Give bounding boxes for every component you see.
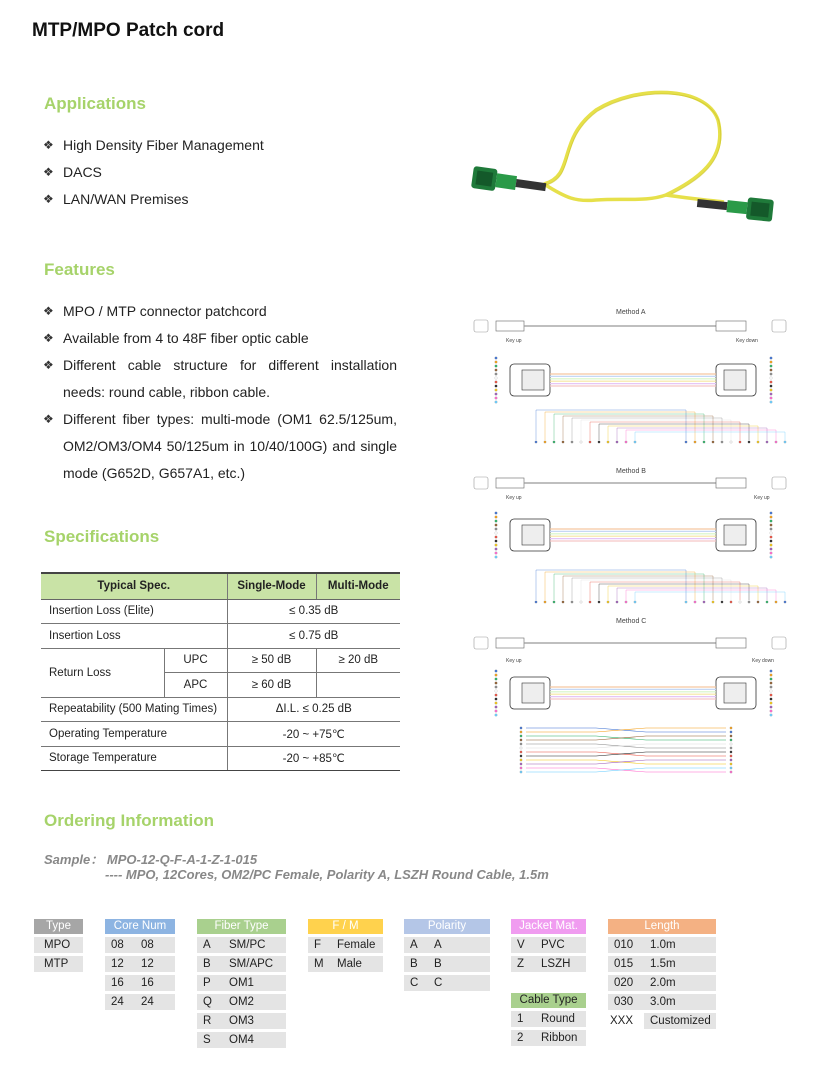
applications-list xyxy=(41,132,401,213)
fiber-dot xyxy=(685,601,687,603)
fiber-dot xyxy=(694,441,696,443)
bullet-diamond-icon: ❖ xyxy=(43,165,54,179)
order-group-header: Cable Type xyxy=(511,993,586,1008)
fiber-dot xyxy=(770,528,773,531)
connector-face xyxy=(724,525,746,545)
bullet-diamond-icon: ❖ xyxy=(43,138,54,152)
table-row xyxy=(41,648,400,673)
fiber-dot xyxy=(730,739,732,741)
fiber-dot xyxy=(607,441,609,443)
fiber-dot xyxy=(616,601,618,603)
fiber-dot xyxy=(770,710,773,713)
bullet-diamond-icon: ❖ xyxy=(43,304,54,318)
order-row: 020 2.0m xyxy=(608,975,716,991)
fiber-dot xyxy=(730,743,732,745)
bullet-diamond-icon: ❖ xyxy=(43,331,54,345)
fiber-dot xyxy=(495,532,498,535)
fiber-dot xyxy=(770,674,773,677)
fiber-dot xyxy=(598,441,600,443)
header-typical-spec: Typical Spec. xyxy=(41,573,227,599)
fiber-dot xyxy=(495,361,498,364)
fiber-dot xyxy=(598,601,600,603)
fiber-dot xyxy=(770,552,773,555)
patch-cord-image xyxy=(466,80,786,240)
fiber-dot xyxy=(495,678,498,681)
fiber-dot xyxy=(770,678,773,681)
fiber-dot xyxy=(495,706,498,709)
ordering-heading: Ordering Information xyxy=(44,811,214,830)
fiber-dot xyxy=(770,706,773,709)
order-group-header: Fiber Type xyxy=(197,919,286,934)
fiber-dot xyxy=(739,601,741,603)
fiber-dot xyxy=(495,536,498,539)
fiber-dot xyxy=(553,601,555,603)
fiber-dot xyxy=(495,524,498,527)
fiber-dot xyxy=(784,441,786,443)
spec-value: ≥ 50 dB xyxy=(227,648,316,673)
connector xyxy=(716,321,746,331)
order-row: A A xyxy=(404,937,490,953)
fiber-dot xyxy=(770,361,773,364)
page-title: MTP/MPO Patch cord xyxy=(32,20,225,41)
fiber-dot xyxy=(730,771,732,773)
specifications-heading: Specifications xyxy=(44,527,160,546)
fiber-dot xyxy=(495,357,498,360)
order-row: C C xyxy=(404,975,490,991)
order-row: 2 Ribbon xyxy=(511,1030,586,1046)
fiber-path xyxy=(526,768,726,772)
fiber-path xyxy=(536,410,686,440)
fiber-dot xyxy=(495,389,498,392)
fiber-dot xyxy=(770,385,773,388)
list-item: ❖ Different cable structure for different installation needs: round cable, ribbon cable. xyxy=(41,352,397,406)
list-item: ❖ High Density Fiber Management xyxy=(41,132,401,159)
spec-label: Insertion Loss xyxy=(41,624,227,649)
order-row: S OM4 xyxy=(197,1032,286,1048)
fiber-dot xyxy=(748,441,750,443)
fiber-dot xyxy=(770,393,773,396)
fiber-dot xyxy=(495,516,498,519)
fiber-dot xyxy=(520,763,522,765)
spec-value: ≤ 0.75 dB xyxy=(227,624,400,649)
spec-value: ≥ 60 dB xyxy=(227,673,316,698)
order-row: 08 08 xyxy=(105,937,175,953)
fiber-dot xyxy=(730,763,732,765)
order-row: 010 1.0m xyxy=(608,937,716,953)
list-item: ❖ MPO / MTP connector patchcord xyxy=(41,298,397,325)
fiber-dot xyxy=(766,441,768,443)
fiber-dot xyxy=(520,739,522,741)
spec-value: -20 ~ +75℃ xyxy=(227,722,400,747)
order-row: 030 3.0m xyxy=(608,994,716,1010)
fiber-dot xyxy=(520,751,522,753)
order-row: 1 Round xyxy=(511,1011,586,1027)
fiber-dot xyxy=(634,441,636,443)
fiber-dot xyxy=(770,516,773,519)
fiber-dot xyxy=(703,441,705,443)
fiber-dot xyxy=(495,401,498,404)
order-row: XXX Customized xyxy=(608,1013,716,1029)
spec-label: Repeatability (500 Mating Times) xyxy=(41,697,227,722)
fiber-dot xyxy=(770,532,773,535)
method-c-label: Method C xyxy=(616,618,647,625)
fiber-dot xyxy=(571,601,573,603)
fiber-dot xyxy=(495,369,498,372)
fiber-path xyxy=(590,422,740,440)
spec-sublabel: APC xyxy=(164,673,227,698)
connector-face xyxy=(724,683,746,703)
dust-cap xyxy=(772,477,786,489)
order-group-header: Core Num xyxy=(105,919,175,934)
fiber-dot xyxy=(712,601,714,603)
order-group-type xyxy=(34,919,83,975)
fiber-dot xyxy=(703,601,705,603)
fiber-path xyxy=(526,744,726,748)
fiber-path xyxy=(526,752,726,756)
spec-value xyxy=(316,673,400,698)
fiber-path xyxy=(536,570,686,600)
spec-table xyxy=(41,572,400,771)
applications-heading: Applications xyxy=(44,94,147,113)
fiber-dot xyxy=(495,710,498,713)
fiber-dot xyxy=(775,441,777,443)
fiber-dot xyxy=(607,601,609,603)
key-up-label: Key up xyxy=(506,495,522,501)
key-down-label: Key down xyxy=(736,338,758,344)
order-group-length xyxy=(608,919,716,1032)
connector xyxy=(716,638,746,648)
fiber-dot xyxy=(685,441,687,443)
fiber-dot xyxy=(520,755,522,757)
fiber-dot xyxy=(730,441,732,443)
fiber-dot xyxy=(625,601,627,603)
order-row: 015 1.5m xyxy=(608,956,716,972)
spec-label: Storage Temperature xyxy=(41,746,227,771)
fiber-path xyxy=(572,418,722,440)
spec-value: ΔI.L. ≤ 0.25 dB xyxy=(227,697,400,722)
table-row xyxy=(41,599,400,624)
fiber-dot xyxy=(544,441,546,443)
fiber-path xyxy=(635,432,785,440)
list-item: ❖ Available from 4 to 48F fiber optic cable xyxy=(41,325,397,352)
fiber-dot xyxy=(730,735,732,737)
dust-cap xyxy=(474,477,488,489)
fiber-path xyxy=(526,760,726,764)
table-row xyxy=(41,697,400,722)
sample-code: MPO-12-Q-F-A-1-Z-1-015 xyxy=(106,852,258,867)
fiber-dot xyxy=(495,544,498,547)
fiber-dot xyxy=(770,389,773,392)
order-group-jacket-material xyxy=(511,919,586,975)
order-row: B SM/APC xyxy=(197,956,286,972)
fiber-dot xyxy=(495,512,498,515)
fiber-dot xyxy=(580,441,582,443)
connector xyxy=(716,478,746,488)
fiber-dot xyxy=(495,682,498,685)
fiber-dot xyxy=(712,441,714,443)
table-row xyxy=(41,722,400,747)
fiber-dot xyxy=(770,698,773,701)
fiber-dot xyxy=(495,552,498,555)
fiber-dot xyxy=(775,601,777,603)
fiber-dot xyxy=(495,381,498,384)
fiber-dot xyxy=(495,365,498,368)
fiber-dot xyxy=(562,441,564,443)
fiber-dot xyxy=(721,601,723,603)
fiber-dot xyxy=(520,771,522,773)
fiber-dot xyxy=(520,767,522,769)
order-row: B B xyxy=(404,956,490,972)
spec-value: ≥ 20 dB xyxy=(316,648,400,673)
list-item: ❖ DACS xyxy=(41,159,401,186)
method-b-label: Method B xyxy=(616,468,646,475)
fiber-dot xyxy=(495,698,498,701)
connector xyxy=(496,321,524,331)
list-item: ❖ LAN/WAN Premises xyxy=(41,186,401,213)
order-row: 12 12 xyxy=(105,956,175,972)
spec-label: Return Loss xyxy=(41,648,164,697)
fiber-dot xyxy=(520,747,522,749)
fiber-path xyxy=(526,752,726,756)
order-group-fiber-type xyxy=(197,919,286,1051)
fiber-path xyxy=(526,728,726,732)
order-group-header: Jacket Mat. xyxy=(511,919,586,934)
fiber-dot xyxy=(495,670,498,673)
bullet-diamond-icon: ❖ xyxy=(43,192,54,206)
fiber-dot xyxy=(520,727,522,729)
fiber-path xyxy=(526,736,726,740)
fiber-dot xyxy=(495,674,498,677)
fiber-dot xyxy=(495,686,498,689)
list-item: ❖ Different fiber types: multi-mode (OM1 62.5/125um, OM2/OM3/OM4 50/125um in 10/40/100G) and single mode (G652D, G657A1, etc.) xyxy=(41,406,397,487)
fiber-dot xyxy=(694,601,696,603)
order-group-polarity xyxy=(404,919,490,994)
fiber-dot xyxy=(495,556,498,559)
dust-cap xyxy=(474,320,488,332)
fiber-dot xyxy=(770,682,773,685)
order-row: V PVC xyxy=(511,937,586,953)
fiber-dot xyxy=(770,357,773,360)
order-row: F Female xyxy=(308,937,383,953)
fiber-dot xyxy=(495,548,498,551)
fiber-path xyxy=(526,728,726,732)
connector-face xyxy=(724,370,746,390)
fiber-path xyxy=(626,430,776,440)
fiber-path xyxy=(526,744,726,748)
dust-cap xyxy=(772,320,786,332)
sample-description: ---- MPO, 12Cores, OM2/PC Female, Polarity A, LSZH Round Cable, 1.5m xyxy=(105,867,549,882)
spec-sublabel: UPC xyxy=(164,648,227,673)
spec-label: Insertion Loss (Elite) xyxy=(41,599,227,624)
order-row: MTP xyxy=(34,956,83,972)
fiber-dot xyxy=(535,441,537,443)
table-header-row xyxy=(41,573,400,599)
order-row: 24 24 xyxy=(105,994,175,1010)
features-heading: Features xyxy=(44,260,115,279)
table-row xyxy=(41,746,400,771)
order-group-header: Length xyxy=(608,919,716,934)
polarity-methods-diagram xyxy=(466,300,806,780)
fiber-dot xyxy=(589,441,591,443)
order-group-female-male xyxy=(308,919,383,975)
fiber-dot xyxy=(495,714,498,717)
fiber-dot xyxy=(495,690,498,693)
connector-face xyxy=(522,683,544,703)
fiber-dot xyxy=(553,441,555,443)
bullet-diamond-icon: ❖ xyxy=(43,358,54,372)
connector-face xyxy=(522,525,544,545)
fiber-dot xyxy=(766,601,768,603)
fiber-dot xyxy=(571,441,573,443)
order-row: MPO xyxy=(34,937,83,953)
fiber-dot xyxy=(770,540,773,543)
header-multi-mode: Multi-Mode xyxy=(316,573,400,599)
order-group-core-num xyxy=(105,919,175,1013)
fiber-dot xyxy=(770,397,773,400)
fiber-dot xyxy=(770,369,773,372)
fiber-dot xyxy=(625,441,627,443)
fiber-dot xyxy=(770,548,773,551)
connector-face xyxy=(522,370,544,390)
fiber-dot xyxy=(770,556,773,559)
fiber-dot xyxy=(544,601,546,603)
fiber-dot xyxy=(770,524,773,527)
fiber-dot xyxy=(784,601,786,603)
fiber-dot xyxy=(757,601,759,603)
fiber-path xyxy=(590,582,740,600)
order-row: A SM/PC xyxy=(197,937,286,953)
fiber-dot xyxy=(535,601,537,603)
fiber-dot xyxy=(770,670,773,673)
fiber-dot xyxy=(495,694,498,697)
fiber-dot xyxy=(770,694,773,697)
sample-label: Sample： xyxy=(44,852,104,867)
order-row: M Male xyxy=(308,956,383,972)
dust-cap xyxy=(772,637,786,649)
order-group-header: F / M xyxy=(308,919,383,934)
fiber-dot xyxy=(730,751,732,753)
order-group-header: Type xyxy=(34,919,83,934)
sample-line xyxy=(44,849,257,868)
spec-value: -20 ~ +85℃ xyxy=(227,746,400,771)
fiber-dot xyxy=(730,767,732,769)
fiber-dot xyxy=(770,702,773,705)
order-row: Z LSZH xyxy=(511,956,586,972)
fiber-dot xyxy=(770,401,773,404)
fiber-dot xyxy=(748,601,750,603)
connector xyxy=(496,478,524,488)
order-row: R OM3 xyxy=(197,1013,286,1029)
fiber-dot xyxy=(730,755,732,757)
fiber-path xyxy=(635,592,785,600)
fiber-dot xyxy=(730,747,732,749)
fiber-dot xyxy=(495,528,498,531)
fiber-dot xyxy=(770,544,773,547)
bullet-diamond-icon: ❖ xyxy=(43,412,54,426)
fiber-dot xyxy=(562,601,564,603)
fiber-dot xyxy=(770,690,773,693)
order-row: 16 16 xyxy=(105,975,175,991)
order-group-cable-type xyxy=(511,993,586,1049)
fiber-dot xyxy=(495,520,498,523)
fiber-dot xyxy=(589,601,591,603)
spec-value: ≤ 0.35 dB xyxy=(227,599,400,624)
fiber-dot xyxy=(495,702,498,705)
fiber-dot xyxy=(495,385,498,388)
fiber-path xyxy=(526,768,726,772)
fiber-dot xyxy=(730,731,732,733)
fiber-dot xyxy=(770,714,773,717)
fiber-dot xyxy=(520,735,522,737)
dust-cap xyxy=(474,637,488,649)
fiber-dot xyxy=(495,393,498,396)
fiber-dot xyxy=(616,441,618,443)
fiber-dot xyxy=(730,601,732,603)
fiber-path xyxy=(526,736,726,740)
fiber-dot xyxy=(757,441,759,443)
fiber-dot xyxy=(580,601,582,603)
key-down-label: Key down xyxy=(752,658,774,664)
fiber-dot xyxy=(770,365,773,368)
order-group-header: Polarity xyxy=(404,919,490,934)
fiber-dot xyxy=(730,727,732,729)
features-list xyxy=(41,298,397,487)
header-single-mode: Single-Mode xyxy=(227,573,316,599)
method-a-label: Method A xyxy=(616,309,646,316)
fiber-path xyxy=(526,760,726,764)
fiber-dot xyxy=(770,377,773,380)
fiber-dot xyxy=(520,731,522,733)
fiber-dot xyxy=(770,512,773,515)
fiber-path xyxy=(626,590,776,600)
fiber-dot xyxy=(770,520,773,523)
fiber-dot xyxy=(495,377,498,380)
fiber-dot xyxy=(721,441,723,443)
key-up-label: Key up xyxy=(754,495,770,501)
fiber-dot xyxy=(770,381,773,384)
fiber-dot xyxy=(634,601,636,603)
fiber-dot xyxy=(520,759,522,761)
fiber-dot xyxy=(770,686,773,689)
connector xyxy=(496,638,524,648)
order-row: P OM1 xyxy=(197,975,286,991)
fiber-dot xyxy=(730,759,732,761)
order-row: Q OM2 xyxy=(197,994,286,1010)
fiber-dot xyxy=(495,540,498,543)
fiber-path xyxy=(572,578,722,600)
fiber-dot xyxy=(495,373,498,376)
fiber-dot xyxy=(770,536,773,539)
fiber-dot xyxy=(520,743,522,745)
fiber-dot xyxy=(495,397,498,400)
spec-label: Operating Temperature xyxy=(41,722,227,747)
key-up-label: Key up xyxy=(506,338,522,344)
table-row xyxy=(41,624,400,649)
fiber-dot xyxy=(739,441,741,443)
fiber-dot xyxy=(770,373,773,376)
key-up-label: Key up xyxy=(506,658,522,664)
